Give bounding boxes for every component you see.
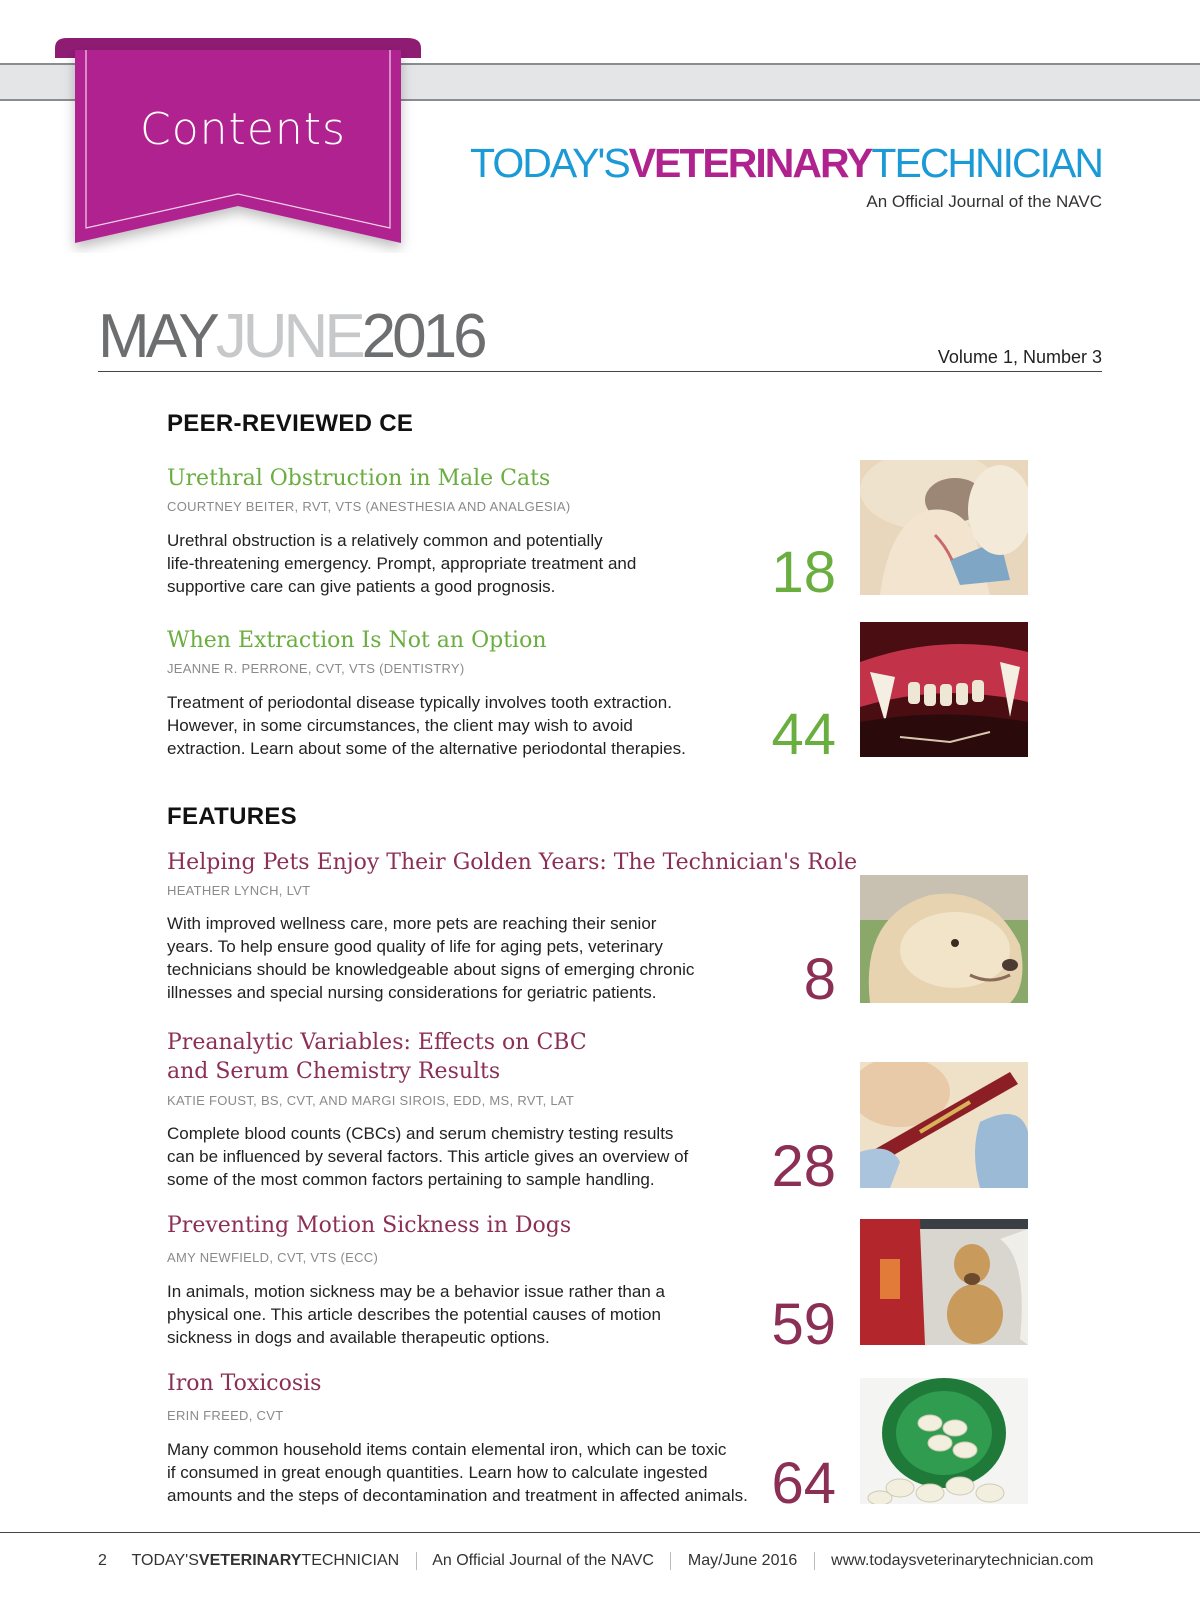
desc-line: In animals, motion sickness may be a behavior issue rather than a [167, 1282, 665, 1301]
desc-line: can be influenced by several factors. This article gives an overview of [167, 1147, 689, 1166]
desc-line: some of the most common factors pertaining to sample handling. [167, 1170, 655, 1189]
blood-sample-photo[interactable] [860, 1062, 1028, 1197]
page-number[interactable]: 28 [771, 1134, 836, 1199]
issue-month-june: JUNE [215, 302, 362, 371]
article-description [167, 912, 747, 1004]
footer-brand[interactable] [132, 1552, 400, 1569]
desc-line: supportive care can give patients a good prognosis. [167, 577, 556, 596]
issue-year: 2016 [361, 302, 484, 371]
dog-teeth-photo[interactable] [860, 622, 1028, 757]
article-title[interactable] [167, 1028, 587, 1086]
desc-line: However, in some circumstances, the client may wish to avoid [167, 716, 633, 735]
title-line: Preanalytic Variables: Effects on CBC [167, 1030, 587, 1055]
desc-line: illnesses and special nursing considerations for geriatric patients. [167, 983, 657, 1002]
pill-bottle-photo[interactable] [860, 1378, 1028, 1513]
issue-date [98, 302, 484, 371]
masthead-technician: TECHNICIAN [871, 140, 1102, 186]
desc-line: Complete blood counts (CBCs) and serum chemistry testing results [167, 1124, 674, 1143]
article-description [167, 1280, 747, 1349]
title-line: and Serum Chemistry Results [167, 1059, 501, 1084]
desc-line: amounts and the steps of decontamination and treatment in affected animals. [167, 1486, 748, 1505]
footer-separator [814, 1552, 815, 1570]
contents-title: Contents [140, 104, 346, 155]
footer-brand-part: TECHNICIAN [301, 1552, 400, 1570]
page-number[interactable]: 64 [771, 1451, 836, 1516]
article-author: HEATHER LYNCH, LVT [167, 883, 311, 898]
article-author: COURTNEY BEITER, RVT, VTS (ANESTHESIA AND ANALGESIA) [167, 499, 571, 514]
desc-line: if consumed in great enough quantities. Learn how to calculate ingested [167, 1463, 708, 1482]
issue-volume: Volume 1, Number 3 [937, 347, 1102, 367]
footer-brand-part: TODAY'S [131, 1552, 199, 1570]
desc-line: Treatment of periodontal disease typically involves tooth extraction. [167, 693, 672, 712]
masthead-tagline: An Official Journal of the NAVC [866, 192, 1102, 211]
footer-date: May/June 2016 [687, 1552, 798, 1570]
article-description [167, 691, 747, 760]
article-title[interactable]: Iron Toxicosis [167, 1371, 322, 1396]
article-title[interactable]: Urethral Obstruction in Male Cats [167, 466, 551, 491]
footer-separator [416, 1552, 417, 1570]
footer-separator [670, 1552, 671, 1570]
section-heading-features: FEATURES [167, 803, 297, 830]
cat-exam-photo[interactable] [860, 460, 1028, 595]
desc-line: Urethral obstruction is a relatively common and potentially [167, 531, 603, 550]
page-number[interactable]: 8 [803, 947, 836, 1012]
article-description [167, 1122, 747, 1191]
page-footer [98, 1552, 1094, 1570]
desc-line: physical one. This article describes the potential causes of motion [167, 1305, 661, 1324]
senior-dog-photo[interactable] [860, 875, 1028, 1010]
page-number[interactable]: 18 [771, 540, 836, 605]
footer-brand-part: VETERINARY [198, 1552, 302, 1570]
article-author: JEANNE R. PERRONE, CVT, VTS (DENTISTRY) [167, 661, 465, 676]
article-description [167, 1438, 767, 1507]
page-number[interactable]: 44 [771, 702, 836, 767]
desc-line: years. To help ensure good quality of life for aging pets, veterinary [167, 937, 663, 956]
article-author: KATIE FOUST, BS, CVT, AND MARGI SIROIS, EDD, MS, RVT, LAT [167, 1093, 575, 1108]
article-description [167, 529, 747, 598]
page-number[interactable]: 59 [771, 1292, 836, 1357]
masthead-todays: TODAY'S [470, 140, 629, 186]
desc-line: With improved wellness care, more pets are reaching their senior [167, 914, 657, 933]
footer-page-number: 2 [98, 1552, 107, 1570]
article-author: ERIN FREED, CVT [167, 1408, 284, 1423]
dog-in-car-photo[interactable] [860, 1219, 1028, 1354]
contents-ribbon [55, 38, 431, 253]
desc-line: sickness in dogs and available therapeutic options. [167, 1328, 550, 1347]
desc-line: technicians should be knowledgeable about signs of emerging chronic [167, 960, 695, 979]
footer-tagline: An Official Journal of the NAVC [432, 1552, 654, 1570]
issue-month-may: MAY [98, 302, 216, 371]
footer-url-link[interactable]: www.todaysveterinarytechnician.com [831, 1552, 1094, 1570]
section-heading-ce: PEER-REVIEWED CE [167, 410, 414, 437]
journal-masthead[interactable] [470, 140, 1102, 187]
article-title[interactable]: When Extraction Is Not an Option [167, 628, 547, 653]
masthead-veterinary: VETERINARY [628, 140, 872, 186]
article-title[interactable]: Preventing Motion Sickness in Dogs [167, 1213, 572, 1238]
desc-line: life-threatening emergency. Prompt, appropriate treatment and [167, 554, 637, 573]
header-divider [98, 371, 1102, 372]
desc-line: Many common household items contain elemental iron, which can be toxic [167, 1440, 727, 1459]
desc-line: extraction. Learn about some of the alternative periodontal therapies. [167, 739, 686, 758]
footer-divider [0, 1532, 1200, 1533]
article-title[interactable]: Helping Pets Enjoy Their Golden Years: The Technician's Role [167, 850, 858, 875]
article-author: AMY NEWFIELD, CVT, VTS (ECC) [167, 1250, 379, 1265]
